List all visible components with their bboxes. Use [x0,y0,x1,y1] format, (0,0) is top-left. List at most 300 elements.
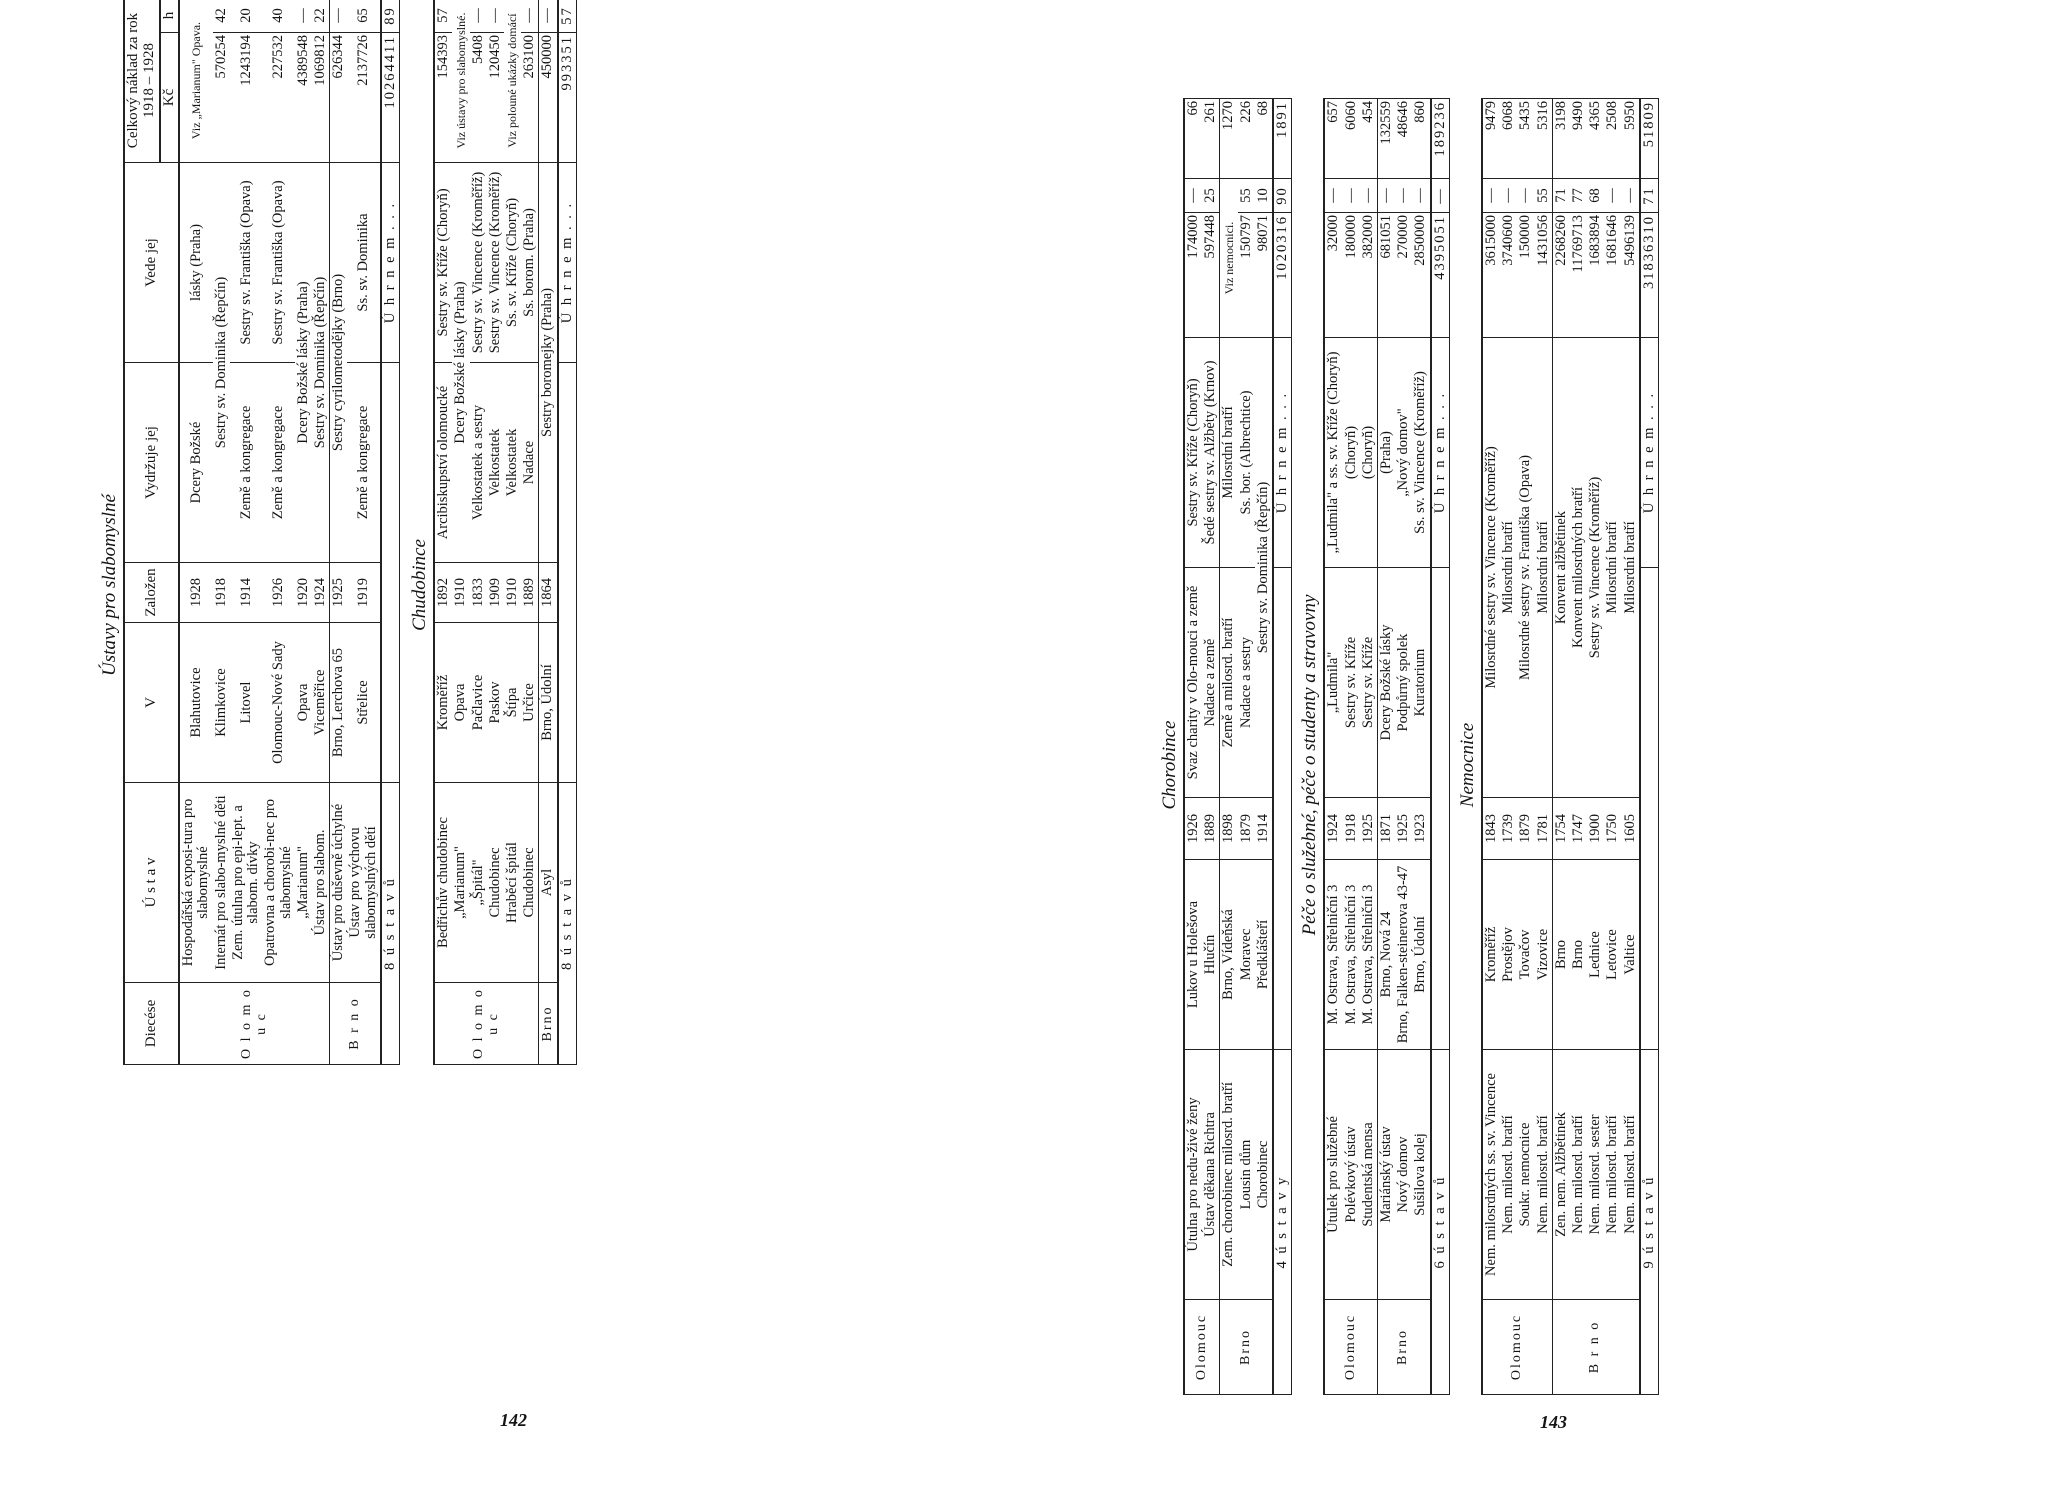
ustav-cell: Nem. milosrd. bratří [1535,1050,1553,1300]
cost-kc-cell: 11769713 [1570,213,1587,338]
location-cell: M. Ostrava, Střelniční 3 [1360,860,1378,1050]
vydrzuje-vede-cell: Sestry boromejky (Praha) [539,163,558,563]
total-count: 51809 [1640,99,1659,179]
location-cell: Blahutovice [179,623,212,783]
count-cell: 66 [1184,99,1202,179]
diocese-cell: Brno [1220,1300,1273,1395]
location-cell: Paskov [487,623,504,783]
diocese-cell: Brno [539,983,558,1065]
table-row [1500,99,1517,1395]
cost-kc-cell: 1069812 [312,33,330,163]
table-row [1482,99,1500,1395]
diocese-cell: Brno [1377,1300,1430,1395]
vede-cell: Šedé sestry sv. Alžběty (Krnov) [1202,338,1220,568]
vydrzuje-cell: Nadace a země [1202,568,1220,798]
year-cell: 1871 [1377,798,1395,860]
header-h: h [160,0,180,33]
location-cell: Brno [1570,860,1587,1050]
diocese-cell: O l o m o u c [434,983,539,1065]
table-row [504,0,521,1065]
cost-kc-cell: 270000 [1395,213,1412,338]
vydrzuje-cell: Velkostatek [487,363,504,563]
ustav-cell: Lousin dům [1238,1050,1255,1300]
cost-h-cell: — [539,0,558,33]
year-cell: 1889 [521,563,539,623]
header-vydrzuje: Vydržuje jej [124,363,179,563]
cost-h-cell: — [487,0,504,33]
count-cell: 1270 [1220,99,1238,179]
year-cell: 1750 [1604,798,1621,860]
year-cell: 1864 [539,563,558,623]
ustav-cell: „Marianum" [452,783,469,983]
count-cell: 9490 [1570,99,1587,179]
table-row [1377,99,1395,1395]
year-cell: 1926 [262,563,294,623]
location-cell: Vizovice [1535,860,1553,1050]
vydrzuje-vede-cell: Sestry cyrilometodějky (Brno) [330,163,348,563]
ustav-cell: Útulna pro nedu-živé ženy [1184,1050,1202,1300]
ustav-cell: Nem. milosrdných ss. sv. Vincence [1482,1050,1500,1300]
table-row [1255,99,1273,1395]
year-cell: 1925 [330,563,348,623]
section-title: Péče o služebné, péče o studenty a stravovny [1299,594,1321,936]
ustav-cell: Zem. útulna pro epi-lept. a slabom. dívky [230,783,262,983]
year-cell: 1918 [213,563,230,623]
vydrzuje-vede-cell: Dcery Božské lásky (Praha) [295,163,312,563]
table-row [262,0,294,1065]
cost-h-cell: — [1377,179,1395,213]
total-kc: 10264411 [381,33,400,163]
cost-h-cell: 71 [1552,179,1570,213]
total-empty [1640,568,1659,1050]
cost-h-cell: — [1517,179,1534,213]
location-cell: Lukov u Holešova [1184,860,1202,1050]
location-cell: Opava [452,623,469,783]
year-cell: 1781 [1535,798,1553,860]
cost-kc-cell: 4389548 [295,33,312,163]
ustav-cell: Nem. milosrd. bratří [1500,1050,1517,1300]
location-cell: Lednice [1587,860,1604,1050]
vydrzuje-cell: Svaz charity v Olo-mouci a země [1184,568,1202,798]
location-cell: Kroměříž [1482,860,1500,1050]
location-cell: Střelice [347,623,380,783]
table-row [539,0,558,1065]
vydrzuje-cell: Země a kongregace [347,363,380,563]
year-cell: 1843 [1482,798,1500,860]
cost-kc-cell: 174000 [1184,213,1202,338]
count-cell: 261 [1202,99,1220,179]
page-right [1159,101,2020,1395]
vydrzuje-cell: Arcibiskupství olomoucké [434,363,452,563]
table-row [295,0,312,1065]
cost-kc-cell: 2137726 [347,33,380,163]
location-cell: Opava [295,623,312,783]
total-label: 8 ú s t a v ů [381,783,400,1065]
total-h: 71 [1640,179,1659,213]
ustav-cell: Chudobinec [487,783,504,983]
total-label: 4 ú s t a v y [1273,1050,1292,1395]
table-row [1324,99,1342,1395]
location-cell: Štípa [504,623,521,783]
ustav-cell: Zen. nem. Alžbětinek [1552,1050,1570,1300]
count-cell: 68 [1255,99,1273,179]
cost-h-cell: 42 [213,0,230,33]
ustav-cell: Mariánský ústav [1377,1050,1395,1300]
header-zalozen: Založen [124,563,179,623]
cost-h-cell: 77 [1570,179,1587,213]
table-row [347,0,380,1065]
total-count: 1891 [1273,99,1292,179]
year-cell: 1924 [312,563,330,623]
vydrzuje-cell: Země a milosrd. bratří [1220,568,1238,798]
year-cell: 1892 [434,563,452,623]
cost-h-cell: 10 [1255,179,1273,213]
ustav-cell: Sušilova kolej [1412,1050,1430,1300]
cost-h-cell: 55 [1535,179,1553,213]
location-cell: Určice [521,623,539,783]
vydrzuje-vede-cell: Konvent alžbětinek [1552,338,1570,798]
location-cell: Litovel [230,623,262,783]
table-row [1587,99,1604,1395]
diocese-cell: O l o m o u c [179,983,329,1065]
count-cell: 132559 [1377,99,1395,179]
section-title: Chorobince [1159,720,1180,810]
table-row [179,0,212,1065]
year-cell: 1928 [179,563,212,623]
total-kc: 993351 [558,33,577,163]
vydrzuje-cell: Nadace a sestry [1238,568,1255,798]
table-row [1360,99,1378,1395]
section-title: Nemocnice [1456,722,1478,808]
vydrzuje-cell: Velkostatek a sestry [470,363,487,563]
cost-h-cell: 20 [230,0,262,33]
location-cell: Moravec [1238,860,1255,1050]
location-cell: Olomouc-Nové Sady [262,623,294,783]
vede-cell: Ss. borom. (Praha) [521,163,539,363]
cost-kc-cell: 32000 [1324,213,1342,338]
location-cell: Brno, Nová 24 [1377,860,1395,1050]
cost-kc-cell: 1243194 [230,33,262,163]
total-row [1273,99,1292,1395]
cost-h-cell: 57 [434,0,452,33]
table-row [1604,99,1621,1395]
table-row [330,0,348,1065]
year-cell: 1925 [1395,798,1412,860]
vede-cell: Sestry sv. Františka (Opava) [262,163,294,363]
year-cell: 1833 [470,563,487,623]
count-cell: 3198 [1552,99,1570,179]
location-cell: Valtice [1622,860,1640,1050]
cost-kc-cell: 597448 [1202,213,1220,338]
table-row [521,0,539,1065]
section-table [1183,98,1292,1395]
vede-cell: Sestry sv. Kříže (Choryň) [434,163,452,363]
location-cell: Brno, Údolní [539,623,558,783]
section-table [123,0,400,1065]
vydrzuje-cell: Velkostatek [504,363,521,563]
cost-kc-cell: 1431056 [1535,213,1553,338]
vede-cell: Ss. sv. Dominika [347,163,380,363]
vede-cell: Ss. sv. Vincence (Kroměříž) [1412,338,1430,568]
vydrzuje-cell: Sestry sv. Kříže [1360,568,1378,798]
cost-h-cell: — [1324,179,1342,213]
ustav-cell: Hospodářská exposi-tura pro slabomyslné [179,783,212,983]
year-cell: 1910 [504,563,521,623]
cost-kc-cell: 120450 [487,33,504,163]
location-cell: Předklášteří [1255,860,1273,1050]
vydrzuje-vede-cell: Milosrdné sestry sv. Vincence (Kroměříž) [1482,338,1500,798]
cost-h-cell: — [1360,179,1378,213]
year-cell: 1879 [1517,798,1534,860]
count-cell: 4365 [1587,99,1604,179]
cost-h-cell: 55 [1238,179,1255,213]
location-cell: Prostějov [1500,860,1517,1050]
vede-cell: Milosrdní bratří [1220,338,1238,568]
ustav-cell: Nem. milosrd. sester [1587,1050,1604,1300]
total-h: 90 [1273,179,1292,213]
page-number-right: 143 [1540,1412,1567,1432]
cost-h-cell: 25 [1202,179,1220,213]
year-cell: 1920 [295,563,312,623]
section-title: Chudobince [409,539,431,631]
cost-kc-cell: 2850000 [1412,213,1430,338]
cost-kc-cell: 1681646 [1604,213,1621,338]
cost-h-cell: 22 [312,0,330,33]
vydrzuje-cell: Země a kongregace [262,363,294,563]
vydrzuje-vede-cell: Sestry sv. Vincence (Kroměříž) [1587,338,1604,798]
year-cell: 1605 [1622,798,1640,860]
year-cell: 1926 [1184,798,1202,860]
total-uhrnem: Ú h r n e m . . . [558,163,577,363]
location-cell: M. Ostrava, Střelniční 3 [1324,860,1342,1050]
cost-kc-cell: 98071 [1255,213,1273,338]
vydrzuje-cell: Dcery Božské lásky [1377,568,1395,798]
total-kc: 31836310 [1640,213,1659,338]
section-title: Ústavy pro slabomyslné [99,494,120,676]
ustav-cell: Chorobinec [1255,1050,1273,1300]
year-cell: 1919 [347,563,380,623]
vede-cell: (Choryň) [1360,338,1378,568]
ustav-cell: Nem. milosrd. bratří [1570,1050,1587,1300]
count-cell: 9479 [1482,99,1500,179]
vydrzuje-cell: Nadace [521,363,539,563]
vede-cell: Sestry sv. Vincence (Kroměříž) [487,163,504,363]
count-cell: 5950 [1622,99,1640,179]
table-row [1622,99,1640,1395]
vede-cell: (Praha) [1377,338,1395,568]
cost-kc-cell: 570254 [213,33,230,163]
total-h: 57 [558,0,577,33]
diocese-cell: B r n o [330,983,381,1065]
total-h: 89 [381,0,400,33]
vydrzuje-vede-cell: Dcery Božské lásky (Praha) [452,163,469,563]
cost-h-cell: — [1604,179,1621,213]
vede-cell: Ss. sv. Kříže (Choryň) [504,163,521,363]
total-h: — [1431,179,1450,213]
vydrzuje-cell: Země a kongregace [230,363,262,563]
vede-cell: (Choryň) [1343,338,1360,568]
vydrzuje-cell: Sestry sv. Kříže [1343,568,1360,798]
vydrzuje-vede-cell: Milosrdní bratří [1535,338,1553,798]
cost-kc-cell: 154393 [434,33,452,163]
cost-note-cell: Viz ústavy pro slabomyslné. [452,0,469,163]
count-cell: 5316 [1535,99,1553,179]
table-row [452,0,469,1065]
location-cell: Brno, Lerchova 65 [330,623,348,783]
total-count: 189236 [1431,99,1450,179]
cost-kc-cell: 150000 [1517,213,1534,338]
ustav-cell: Bedřichův chudobinec [434,783,452,983]
total-label: 6 ú s t a v ů [1431,1050,1450,1395]
vydrzuje-vede-cell: Milosrdní bratří [1604,338,1621,798]
cost-h-cell: 68 [1587,179,1604,213]
table-row [1412,99,1430,1395]
total-row [1431,99,1450,1395]
diocese-cell: Olomouc [1184,1300,1220,1395]
count-cell: 6060 [1343,99,1360,179]
table-row [1395,99,1412,1395]
ustav-cell: Asyl [539,783,558,983]
year-cell: 1909 [487,563,504,623]
cost-kc-cell: 681051 [1377,213,1395,338]
cost-kc-cell: 3615000 [1482,213,1500,338]
year-cell: 1754 [1552,798,1570,860]
year-cell: 1924 [1324,798,1342,860]
ustav-cell: „Marianum" [295,783,312,983]
year-cell: 1747 [1570,798,1587,860]
cost-kc-cell: 5496139 [1622,213,1640,338]
vede-cell: Ss. bor. (Albrechtice) [1238,338,1255,568]
total-uhrnem: Ú h r n e m . . . [381,163,400,363]
ustav-cell: Ústav pro slabom. [312,783,330,983]
header-kc: Kč [160,33,180,163]
table-row [1220,99,1238,1395]
ustav-cell: Opatrovna a chorobi-nec pro slabomyslné [262,783,294,983]
cost-kc-cell: 626344 [330,33,348,163]
cost-kc-cell: 5408 [470,33,487,163]
total-uhrnem: Ú h r n e m . . . [1431,338,1450,568]
vydrzuje-vede-cell: Sestry sv. Dominika (Řepčín) [213,163,230,563]
location-cell: Kroměříž [434,623,452,783]
total-empty [558,363,577,783]
vede-cell: „Ludmila" a ss. sv. Kříže (Choryň) [1324,338,1342,568]
year-cell: 1914 [230,563,262,623]
total-uhrnem: Ú h r n e m . . . [1273,338,1292,568]
cost-kc-cell: 3740600 [1500,213,1517,338]
vydrzuje-vede-cell: Konvent milosrdných bratří [1570,338,1587,798]
cost-kc-cell: 450000 [539,33,558,163]
page-left [99,6,930,1065]
cost-note-cell: Viz „Marianum" Opava. [179,0,212,163]
table-row [1202,99,1220,1395]
cost-h-cell: — [521,0,539,33]
table-row [213,0,230,1065]
cost-note-cell: Viz polouné ukázky domácí [504,0,521,163]
location-cell: Brno [1552,860,1570,1050]
ustav-cell: Nem. milosrd. bratří [1622,1050,1640,1300]
vydrzuje-vede-cell: Milosrdné sestry sv. Františka (Opava) [1517,338,1534,798]
vydrzuje-cell: „Ludmila" [1324,568,1342,798]
ustav-cell: Ústav děkana Richtra [1202,1050,1220,1300]
header-ustav: Ú s t a v [124,783,179,983]
location-cell: Viceměřice [312,623,330,783]
cost-kc-cell: 227532 [262,33,294,163]
table-row [1517,99,1534,1395]
diocese-cell: Olomouc [1482,1300,1552,1395]
section-table [1323,98,1450,1395]
count-cell: 657 [1324,99,1342,179]
vede-cell: Sestry sv. Kříže (Choryň) [1184,338,1202,568]
cost-h-cell: — [1622,179,1640,213]
total-empty [1273,568,1292,1050]
location-cell: Brno, Údolní [1412,860,1430,1050]
vede-cell: lásky (Praha) [179,163,212,363]
cost-h-cell: — [470,0,487,33]
cost-h-cell: — [1482,179,1500,213]
location-cell: Letovice [1604,860,1621,1050]
year-cell: 1879 [1238,798,1255,860]
page-number-left: 142 [500,1410,527,1430]
table-header [124,0,179,1065]
ustav-cell: Chudobinec [521,783,539,983]
table-row [1238,99,1255,1395]
ustav-cell: Útulek pro služebné [1324,1050,1342,1300]
table-row [1570,99,1587,1395]
ustav-cell: Nem. milosrd. bratří [1604,1050,1621,1300]
count-cell: 48646 [1395,99,1412,179]
total-empty [381,363,400,783]
cost-kc-cell: 180000 [1343,213,1360,338]
cost-h-cell: — [1395,179,1412,213]
count-cell: 6068 [1500,99,1517,179]
table-row [487,0,504,1065]
table-row [312,0,330,1065]
ustav-cell: Polévkový ústav [1343,1050,1360,1300]
cost-h-cell: — [1343,179,1360,213]
vydrzuje-vede-cell: Sestry sv. Dominika (Řepčín) [1255,338,1273,798]
location-cell: Brno, Vídeňská [1220,860,1238,1050]
count-cell: 454 [1360,99,1378,179]
ustav-cell: Hraběcí špitál [504,783,521,983]
total-kc: 1020316 [1273,213,1292,338]
header-celkovy-naklad: Celkový náklad za rok 1918 – 1928 [124,0,160,163]
year-cell: 1898 [1220,798,1238,860]
year-cell: 1923 [1412,798,1430,860]
cost-h-cell: — [330,0,348,33]
vede-cell: Sestry sv. Vincence (Kroměříž) [470,163,487,363]
table-row [1552,99,1570,1395]
location-cell: Brno, Falken-steinerova 43-47 [1395,860,1412,1050]
location-cell: Pačlavice [470,623,487,783]
year-cell: 1918 [1343,798,1360,860]
vydrzuje-cell: Kuratorium [1412,568,1430,798]
page-left-rotated-content [99,6,587,1065]
diocese-cell: B r n o [1552,1300,1640,1395]
cost-kc-cell: 1683894 [1587,213,1604,338]
section-table [433,0,577,1065]
year-cell: 1889 [1202,798,1220,860]
vede-cell: „Nový domov" [1395,338,1412,568]
vydrzuje-cell: Podpůrný spolek [1395,568,1412,798]
cost-kc-cell: 263100 [521,33,539,163]
location-cell: Hlučín [1202,860,1220,1050]
year-cell: 1914 [1255,798,1273,860]
total-label: 9 ú s t a v ů [1640,1050,1659,1395]
ustav-cell: „Špitál" [470,783,487,983]
table-row [434,0,452,1065]
ustav-cell: Nový domov [1395,1050,1412,1300]
location-cell: Klimkovice [213,623,230,783]
